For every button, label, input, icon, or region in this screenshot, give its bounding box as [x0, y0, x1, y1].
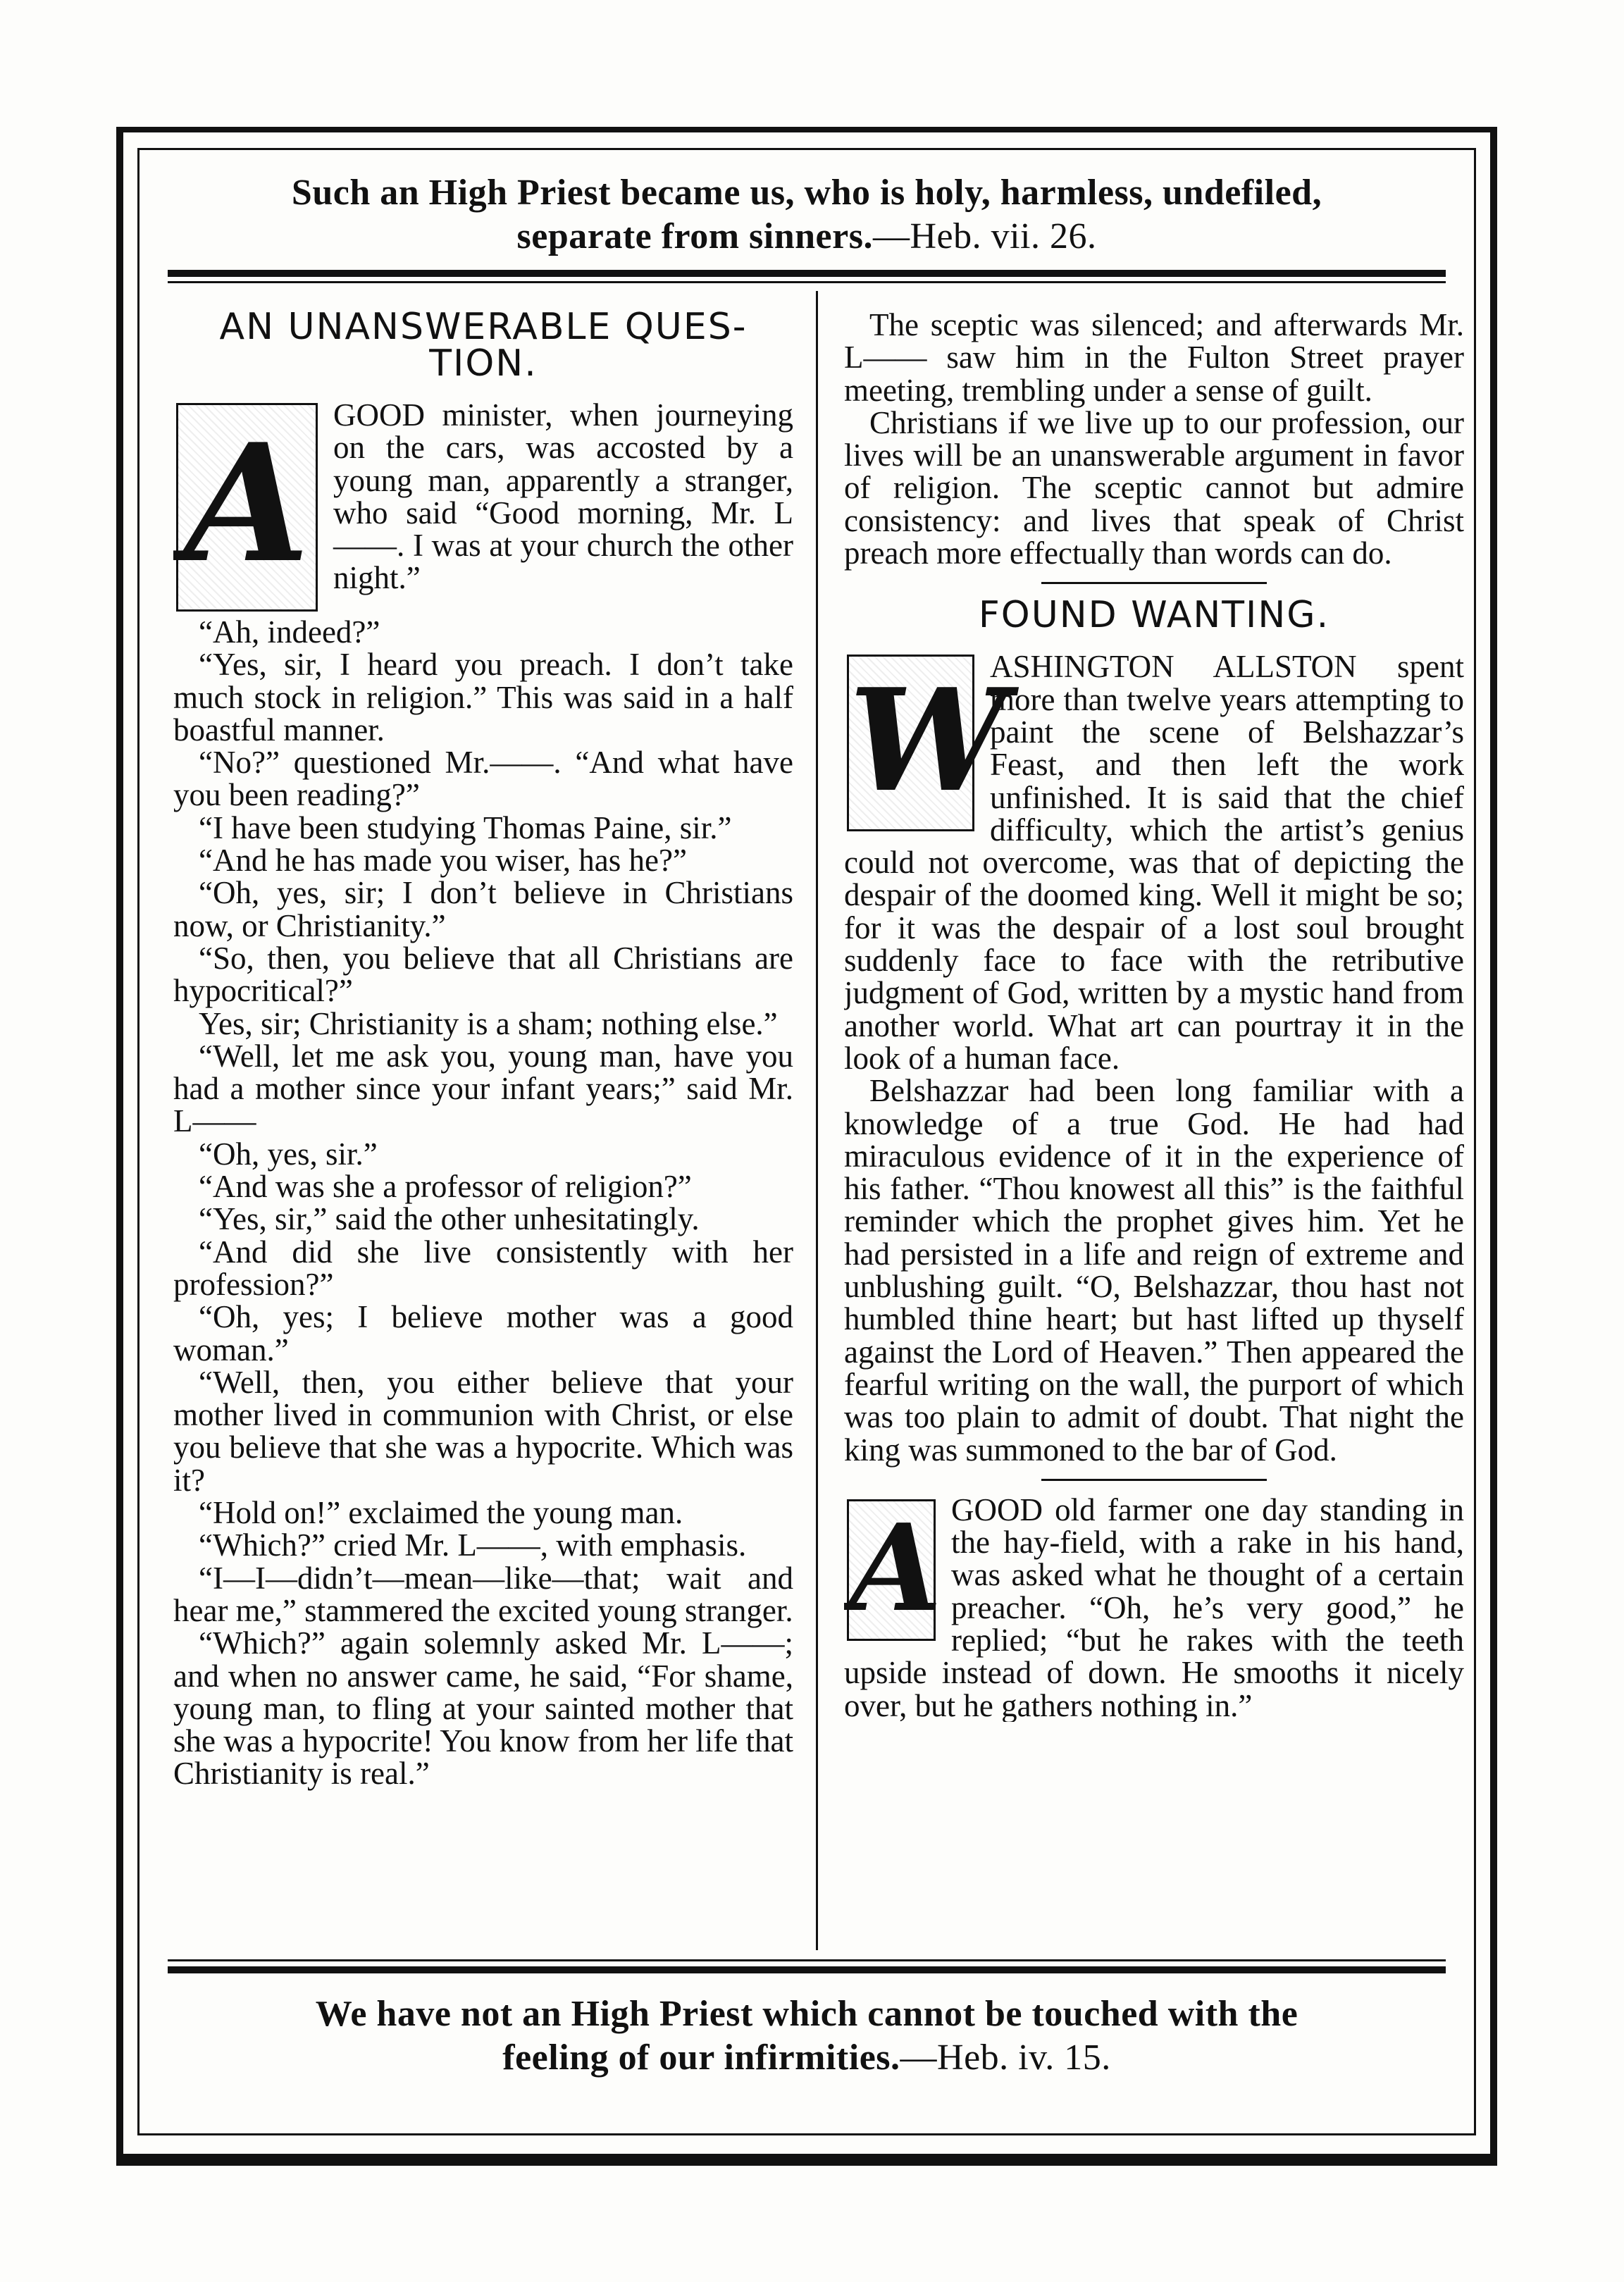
top-rule-thick	[168, 270, 1446, 277]
left-paragraph: “No?” questioned Mr.——. “And what have you been reading?”	[173, 745, 793, 813]
bottom-verse	[182, 1992, 1432, 2080]
left-paragraph: “Which?” again solemnly asked Mr. L——; and when no answer came, he said, “For shame, young man, to fling at your sainted mother that she was a hypocrite! You know from her life that Christianity is real.”	[173, 1625, 793, 1792]
left-paragraph: “Oh, yes, sir.”	[199, 1136, 378, 1172]
top-verse-text: separate from sinners.	[516, 216, 873, 256]
left-paragraph: “Well, then, you either believe that your mother lived in communion with Christ, or else you believe that she was a hypocrite. Which was it?	[173, 1364, 793, 1498]
right-article-title: FOUND WANTING.	[978, 594, 1330, 637]
bottom-verse-ref: —Heb. iv. 15.	[900, 2038, 1111, 2078]
left-paragraph: “I—I—didn’t—mean—like—that; wait and hear me,” stammered the excited young stranger.	[173, 1560, 793, 1628]
top-verse-ref: —Heb. vii. 26.	[872, 216, 1097, 256]
ornamental-dropcap-w: W	[847, 655, 974, 831]
inner-frame	[137, 148, 1476, 2135]
left-paragraph: “Which?” cried Mr. L——, with emphasis.	[199, 1527, 747, 1563]
left-paragraph: “And did she live consistently with her profession?”	[173, 1234, 793, 1302]
left-paragraph: “So, then, you believe that all Christians are hypocritical?”	[173, 940, 793, 1009]
left-paragraph: “Oh, yes, sir; I don’t believe in Christians now, or Christianity.”	[173, 875, 793, 943]
bottom-border-bar	[116, 2156, 1497, 2166]
left-paragraph: GOOD minister, when journeying on the cars, was accosted by a young man, apparently a stranger, who said “Good morning, Mr. L——. I was at your church the other night.”	[333, 399, 793, 596]
right-paragraph: ASHINGTON ALLSTON spent more than twelve years attempting to paint the scene of Belshazzar’s Feast, and then left the work unfinished. It is said that the chief difficulty, which the artist’s genius could not overcome, was that of depicting the despair of the doomed king. Well it might be so; for it was the despair of a lost soul brought suddenly face to face with the retributive judgment of God, written by a mystic hand from another world. What art can pourtray it in the look of a human face.	[844, 650, 1464, 1075]
right-paragraph: Christians if we live up to our profession, our lives will be an unanswerable argument in favor of religion. The sceptic cannot but admire consistency: and lives that speak of Christ preach more effectually than words can do.	[844, 404, 1464, 571]
left-column	[173, 306, 793, 1792]
left-paragraph: “I have been studying Thomas Paine, sir.”	[199, 810, 732, 845]
left-lead	[173, 399, 793, 616]
left-paragraph: “Yes, sir,” said the other unhesitatingly.	[199, 1201, 700, 1237]
column-divider	[816, 291, 818, 1950]
right-paragraph: The sceptic was silenced; and afterwards Mr. L—— saw him in the Fulton Street prayer meeting, trembling under a sense of guilt.	[844, 307, 1464, 408]
ornamental-dropcap-a-small: A	[847, 1499, 936, 1641]
left-paragraph: “Well, let me ask you, young man, have you had a mother since your infant years;” said Mr. L——	[173, 1038, 793, 1139]
left-paragraph: Yes, sir; Christianity is a sham; nothing else.”	[199, 1005, 778, 1041]
top-rule-thin	[168, 281, 1446, 283]
top-verse	[182, 171, 1432, 259]
left-paragraph: “Yes, sir, I heard you preach. I don’t take much stock in religion.” This was said in a half boastful manner.	[173, 647, 793, 748]
bottom-verse-text: feeling of our infirmities.	[502, 2038, 900, 2078]
left-paragraph: “And he has made you wiser, has he?”	[199, 843, 687, 879]
left-article-title: AN UNANSWERABLE QUES-TION.	[219, 306, 748, 385]
top-verse-line1: Such an High Priest became us, who is holy, harmless, undefiled,	[291, 173, 1322, 213]
right-column	[844, 309, 1464, 1722]
bottom-rule-thick	[168, 1966, 1446, 1973]
bottom-verse-line1: We have not an High Priest which cannot be touched with the	[315, 1994, 1298, 2034]
right-paragraph: Belshazzar had been long familiar with a knowledge of a true God. He had had miraculous evidence of it in the experience of his father. “Thou knowest all this” is the faithful reminder which the prophet gives him. Yet he had persisted in a life and reign of extreme and unblushing guilt. “O, Belshazzar, thou hast not humbled thine heart; but hast lifted up thyself against the Lord of Heaven.” Then appeared the fearful writing on the wall, the purport of which was too plain to admit of doubt. That night the king was summoned to the bar of God.	[844, 1073, 1464, 1468]
left-paragraph: “Oh, yes; I believe mother was a good woman.”	[173, 1299, 793, 1368]
top-verse-line2	[182, 215, 1432, 259]
ornamental-dropcap-a: A	[176, 403, 318, 612]
left-paragraph: “Hold on!” exclaimed the young man.	[199, 1495, 683, 1531]
page-frame	[116, 127, 1497, 2159]
anecdote-paragraph: GOOD old farmer one day standing in the hay-field, with a rake in his hand, was asked what he thought of a certain preacher. “Oh, he’s very good,” he replied; “but he rakes with the teeth upside instead of down. He smooths it nicely over, but he gathers nothing in.”	[844, 1493, 1464, 1722]
section-rule	[1041, 582, 1267, 584]
right-lead	[844, 650, 1464, 1074]
anecdote	[844, 1494, 1464, 1722]
section-rule	[1041, 1479, 1267, 1481]
left-paragraph: “And was she a professor of religion?”	[199, 1169, 692, 1205]
bottom-rule-thin	[168, 1959, 1446, 1961]
left-paragraph: “Ah, indeed?”	[199, 614, 380, 650]
bottom-verse-line2	[182, 2036, 1432, 2080]
